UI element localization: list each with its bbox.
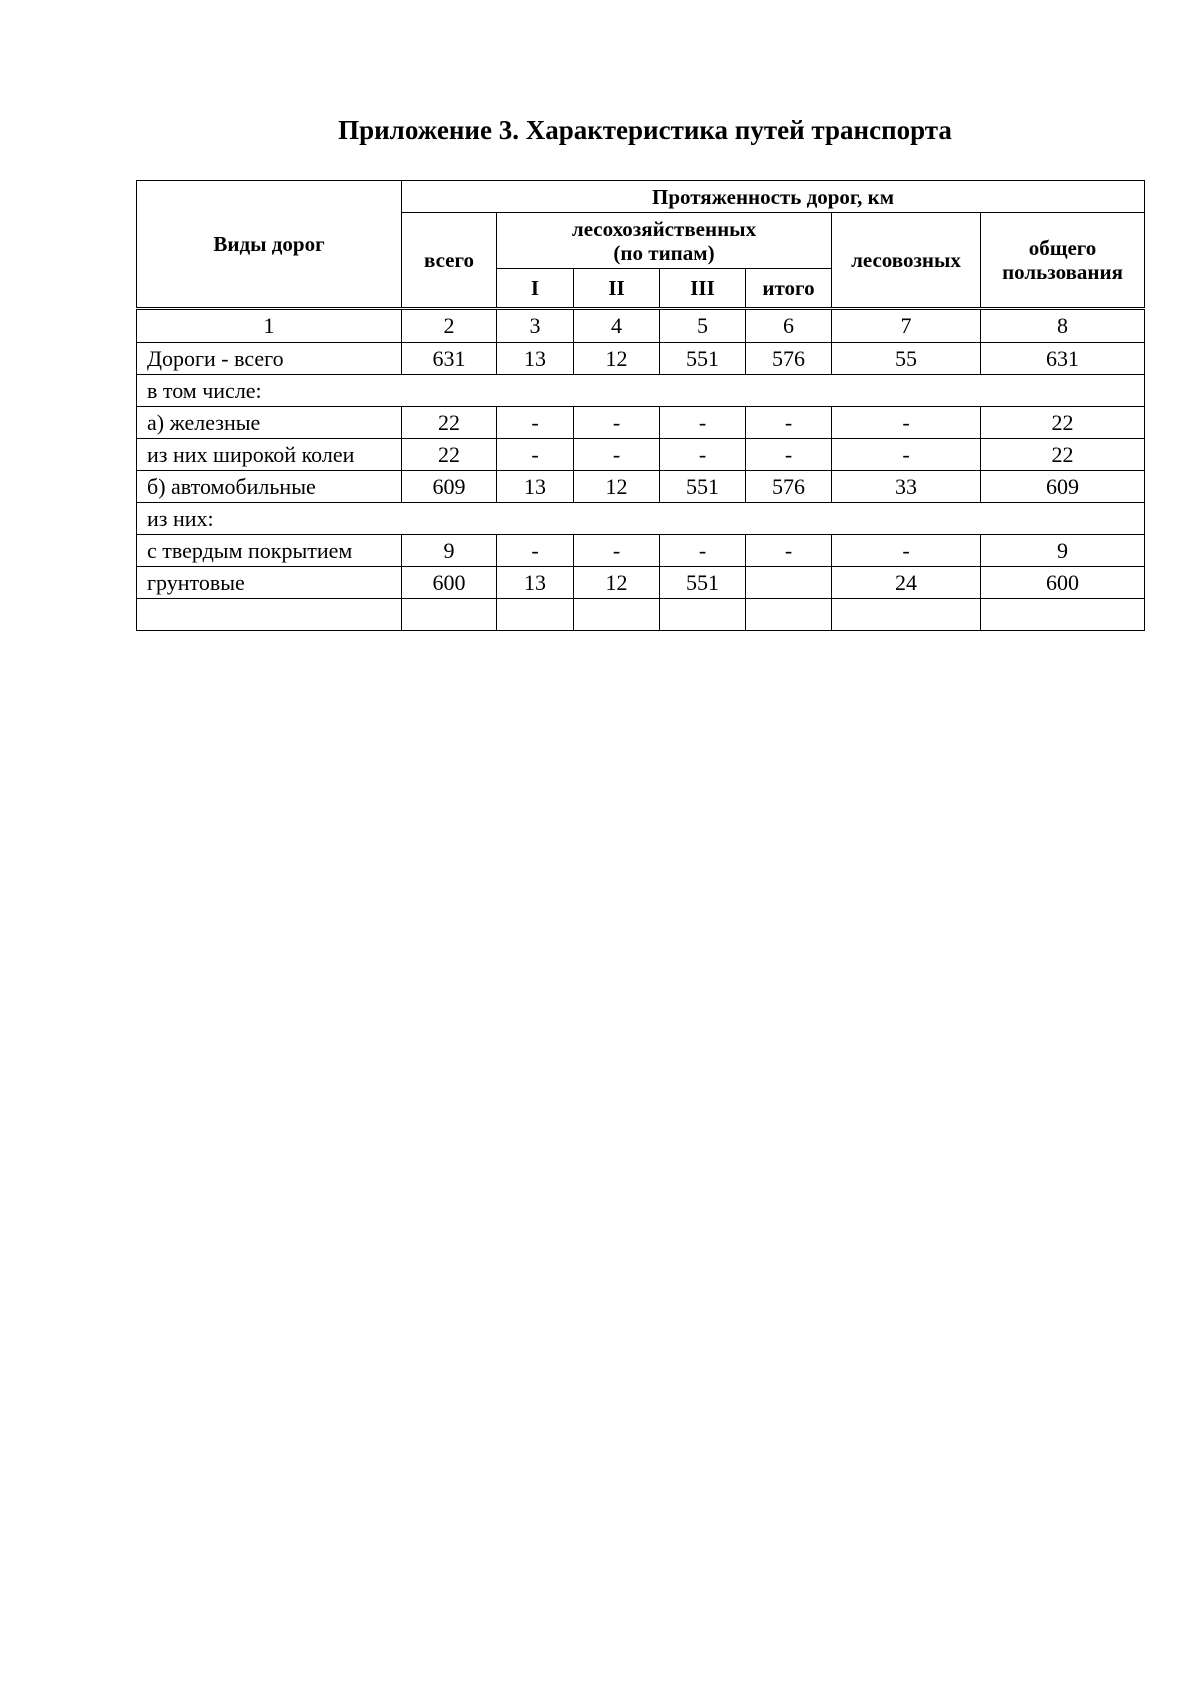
cell-type-2: 12 [574,471,660,503]
cell-logging: - [832,439,981,471]
row-label [137,599,402,631]
table-row-roads-total [137,343,1145,375]
header-logging: лесовозных [832,213,981,309]
cell-type-total [746,599,832,631]
row-label: а) железные [137,407,402,439]
table-row-paved [137,535,1145,567]
header-forest-management [497,213,832,269]
header-public [981,213,1145,309]
cell-type-3: - [660,439,746,471]
cell-type-3: - [660,407,746,439]
column-number: 8 [981,309,1145,343]
cell-type-1: 13 [497,567,574,599]
cell-total: 22 [402,439,497,471]
cell-logging: 55 [832,343,981,375]
cell-total: 600 [402,567,497,599]
column-number: 3 [497,309,574,343]
header-type-1: I [497,269,574,309]
cell-logging [832,599,981,631]
cell-public: 22 [981,439,1145,471]
cell-public [981,599,1145,631]
cell-type-3: 551 [660,567,746,599]
cell-type-total [746,567,832,599]
cell-type-total: 576 [746,471,832,503]
cell-type-1: - [497,439,574,471]
page-title: Приложение 3. Характеристика путей транспорта [338,115,952,145]
header-total: всего [402,213,497,309]
row-label: Дороги - всего [137,343,402,375]
cell-type-2 [574,599,660,631]
row-label: грунтовые [137,567,402,599]
column-number: 5 [660,309,746,343]
cell-type-1: - [497,407,574,439]
cell-public: 9 [981,535,1145,567]
cell-total [402,599,497,631]
header-road-kinds: Виды дорог [137,181,402,309]
row-label: б) автомобильные [137,471,402,503]
header-forest-line1: лесохозяйственных [571,216,757,241]
cell-type-2: - [574,439,660,471]
column-numbers-row [137,309,1145,343]
cell-type-3: 551 [660,343,746,375]
header-forest-line2: (по типам) [613,240,715,265]
cell-logging: 24 [832,567,981,599]
cell-public: 609 [981,471,1145,503]
column-number: 2 [402,309,497,343]
transport-routes-table [136,180,1145,631]
cell-total: 631 [402,343,497,375]
table-row-of-them [137,503,1145,535]
cell-logging: 33 [832,471,981,503]
cell-total: 609 [402,471,497,503]
table-row-motor-roads [137,471,1145,503]
header-public-line1: общего [1028,236,1097,260]
cell-type-total: - [746,407,832,439]
cell-type-1: - [497,535,574,567]
cell-type-3 [660,599,746,631]
cell-type-2: 12 [574,343,660,375]
cell-type-3: 551 [660,471,746,503]
column-number: 7 [832,309,981,343]
cell-total: 9 [402,535,497,567]
cell-type-1: 13 [497,343,574,375]
table-row-empty [137,599,1145,631]
cell-public: 22 [981,407,1145,439]
cell-type-2: - [574,535,660,567]
cell-type-1: 13 [497,471,574,503]
cell-type-1 [497,599,574,631]
cell-logging: - [832,407,981,439]
row-label: в том числе: [137,375,1145,407]
table-row-including [137,375,1145,407]
column-number: 6 [746,309,832,343]
column-number: 1 [137,309,402,343]
cell-type-total: - [746,535,832,567]
header-type-total: итого [746,269,832,309]
cell-public: 631 [981,343,1145,375]
table-row-broad-gauge [137,439,1145,471]
cell-type-2: - [574,407,660,439]
cell-total: 22 [402,407,497,439]
column-number: 4 [574,309,660,343]
row-label: из них: [137,503,1145,535]
cell-type-2: 12 [574,567,660,599]
header-road-length: Протяженность дорог, км [402,181,1145,213]
cell-type-total: - [746,439,832,471]
cell-type-total: 576 [746,343,832,375]
table-row-railways [137,407,1145,439]
table-row-dirt-roads [137,567,1145,599]
cell-public: 600 [981,567,1145,599]
cell-logging: - [832,535,981,567]
header-type-2: II [574,269,660,309]
row-label: из них широкой колеи [137,439,402,471]
header-public-line2: пользования [1002,260,1123,284]
header-type-3: III [660,269,746,309]
row-label: с твердым покрытием [137,535,402,567]
cell-type-3: - [660,535,746,567]
